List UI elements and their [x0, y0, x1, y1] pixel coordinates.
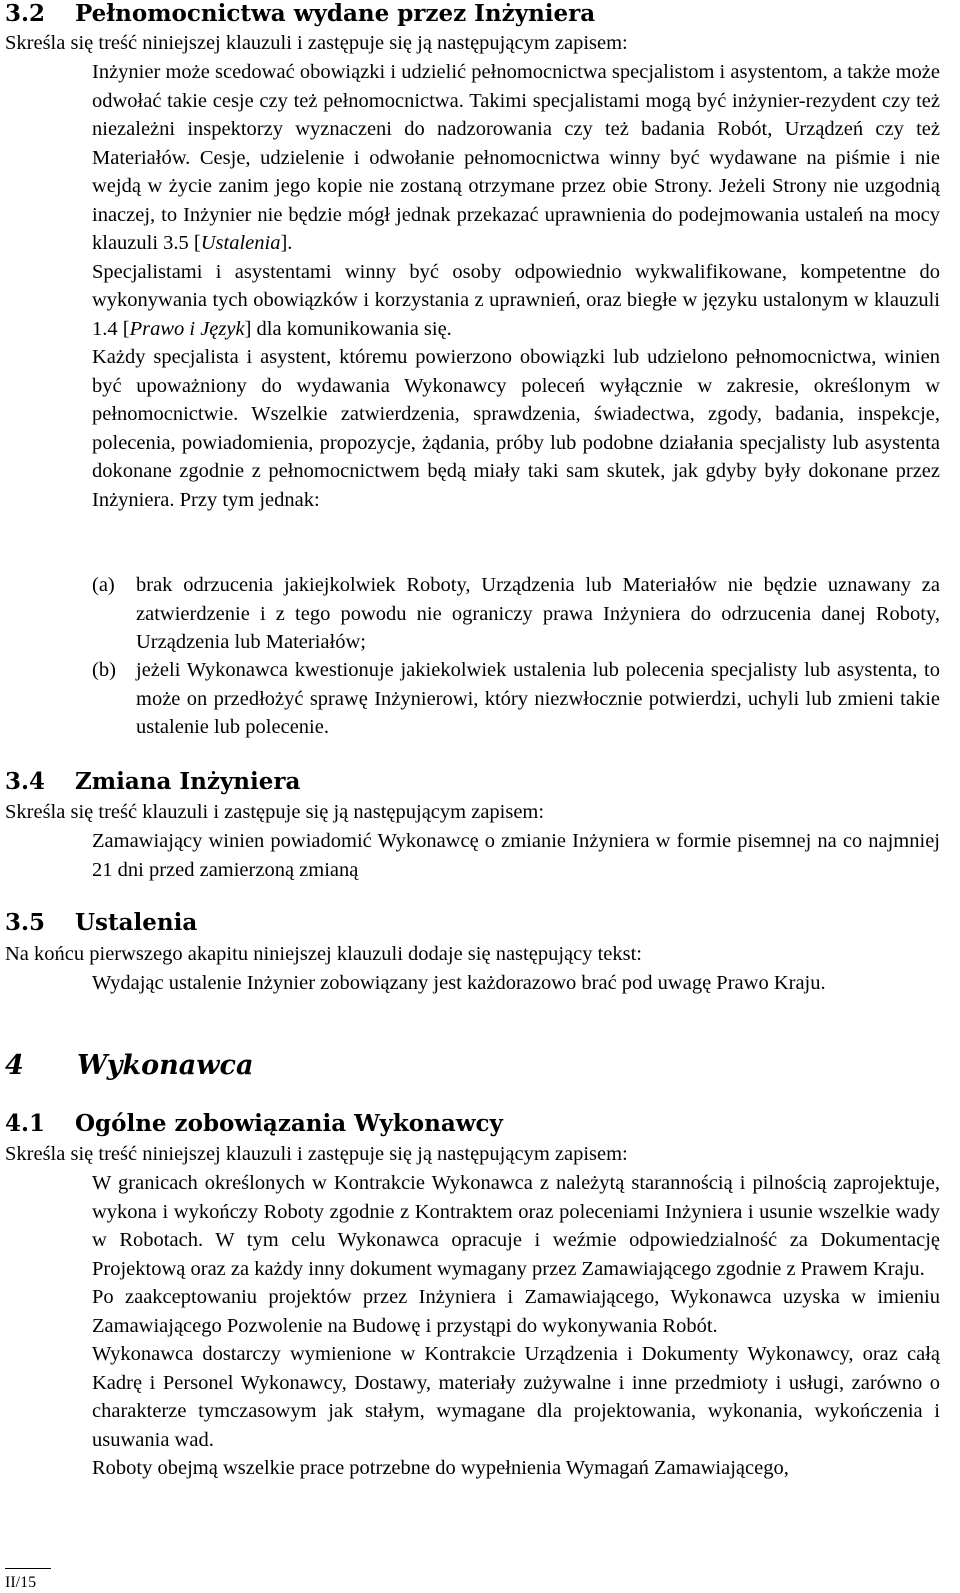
paragraph: Wydając ustalenie Inżynier zobowiązany jest każdorazowo brać pod uwagę Prawo Kraju. — [92, 972, 826, 994]
chapter-number: 4 — [5, 1050, 24, 1081]
paragraph — [92, 258, 940, 344]
paragraph: Roboty obejmą wszelkie prace potrzebne do wypełnienia Wymagań Zamawiającego, — [92, 1457, 789, 1479]
section-number: 3.2 — [5, 0, 46, 27]
list-marker: (a) — [92, 574, 115, 596]
list-item-text: jeżeli Wykonawca kwestionuje jakiekolwiek ustalenia lub polecenia specjalisty lub asystenta, to może on przedłożyć sprawę Inżynierowi, który niezwłocznie potwierdzi, uchyli lub zmieni takie ustalenie lub polecenie. — [136, 659, 940, 738]
section-body — [92, 1169, 940, 1483]
section-intro: Skreśla się treść niniejszej klauzuli i zastępuje się ją następującym zapisem: — [5, 1143, 628, 1165]
section-number: 3.4 — [5, 768, 46, 795]
paragraph-text: Inżynier może scedować obowiązki i udzielić pełnomocnictwa specjalistom i asystentom, a także może odwołać takie cesje czy też pełnomocnictwa. Takimi specjalistami mogą być inżynier-rezydent czy też niezależni inspektorzy wyznaczeni do nadzorowania czy też badania Robót, Urządzeń czy też Materiałów. Cesje, udzielenie i odwołanie pełnomocnictwa winny być wydawane na piśmie i nie wejdą w życie zanim jego kopie nie zostaną otrzymane przez obie Strony. Jeżeli Strony nie uzgodnią inaczej, to Inżynier nie będzie mógł jednak przekazać uprawnienia do podejmowania ustaleń na mocy klauzuli 3.5 [ — [92, 61, 940, 254]
section-intro: Na końcu pierwszego akapitu niniejszej klauzuli dodaje się następujący tekst: — [5, 943, 643, 965]
section-heading-3-4 — [5, 768, 300, 796]
list-item-text: brak odrzucenia jakiejkolwiek Roboty, Urządzenia lub Materiałów nie będzie uznawany za zatwierdzenie i z tego powodu nie ograniczy prawa Inżyniera do odrzucenia danej Roboty, Urządzenia lub Materiałów; — [136, 574, 940, 653]
paragraph — [92, 58, 940, 258]
paragraph-text: Specjalistami i asystentami winny być osoby odpowiednio wykwalifikowane, kompetentne do wykonywania tych obowiązków i korzystania z uprawnień, oraz biegłe w języku ustalonym w klauzuli 1.4 [ — [92, 260, 940, 340]
section-heading-3-2 — [5, 0, 595, 28]
section-heading-3-5 — [5, 909, 197, 937]
section-body — [92, 58, 940, 514]
section-title: Ustalenia — [75, 909, 198, 936]
paragraph: Po zaakceptowaniu projektów przez Inżyniera i Zamawiającego, Wykonawca uzyska w imieniu Zamawiającego Pozwolenie na Budowę i przystąpi do wykonywania Robót. — [92, 1286, 940, 1337]
section-body — [92, 827, 940, 884]
list-item-a — [92, 571, 940, 657]
section-title: Ogólne zobowiązania Wykonawcy — [75, 1110, 503, 1137]
section-title: Pełnomocnictwa wydane przez Inżyniera — [75, 0, 596, 27]
paragraph: Wykonawca dostarczy wymienione w Kontrakcie Urządzenia i Dokumenty Wykonawcy, oraz całą Kadrę i Personel Wykonawcy, Dostawy, materiały zużywalne i inne przedmioty i usługi, zarówno o charakterze tymczasowym jak stałym, wymagane dla projektowania, wykonania, wykończenia i usuwania wad. — [92, 1343, 940, 1451]
chapter-title: Wykonawca — [77, 1050, 254, 1081]
list-marker: (b) — [92, 659, 116, 681]
section-title: Zmiana Inżyniera — [75, 768, 301, 795]
section-intro: Skreśla się treść klauzuli i zastępuje się ją następującym zapisem: — [5, 801, 545, 823]
clause-reference: Ustalenia — [200, 232, 281, 254]
section-intro: Skreśla się treść niniejszej klauzuli i zastępuje się ją następującym zapisem: — [5, 32, 628, 54]
section-body — [92, 969, 940, 998]
section-number: 3.5 — [5, 909, 46, 936]
paragraph: Każdy specjalista i asystent, któremu powierzono obowiązki lub udzielono pełnomocnictwa, winien być upoważniony do wydawania Wykonawcy poleceń wyłącznie w zakresie, określonym w pełnomocnictwie. Wszelkie zatwierdzenia, sprawdzenia, świadectwa, zgody, badania, inspekcje, polecenia, powiadomienia, propozycje, żądania, próby lub podobne działania specjalisty lub asystenta dokonane zgodnie z pełnomocnictwem będą miały taki sam skutek, jak gdyby były dokonane przez Inżyniera. Przy tym jednak: — [92, 346, 940, 511]
paragraph-text: ]. — [280, 232, 293, 254]
chapter-heading-4 — [5, 1050, 253, 1082]
paragraph-text: ] dla komunikowania się. — [244, 317, 452, 340]
paragraph: W granicach określonych w Kontrakcie Wykonawca z należytą starannością i pilnością zaprojektuje, wykona i wykończy Roboty zgodnie z Kontraktem oraz poleceniami Inżyniera i usunie wszelkie wady w Robotach. W tym celu Wykonawca opracuje i weźmie odpowiedzialność za Dokumentację Projektową oraz za każdy inny dokument wymagany przez Zamawiającego zgodnie z Prawem Kraju. — [92, 1172, 940, 1280]
section-number: 4.1 — [5, 1110, 46, 1137]
clause-reference: Prawo i Język — [129, 317, 245, 340]
section-heading-4-1 — [5, 1110, 503, 1138]
paragraph: Zamawiający winien powiadomić Wykonawcę o zmianie Inżyniera w formie pisemnej na co najmniej 21 dni przed zamierzoną zmianą — [92, 830, 940, 881]
list-item-b — [92, 656, 940, 742]
page-number: II/15 — [5, 1568, 51, 1593]
